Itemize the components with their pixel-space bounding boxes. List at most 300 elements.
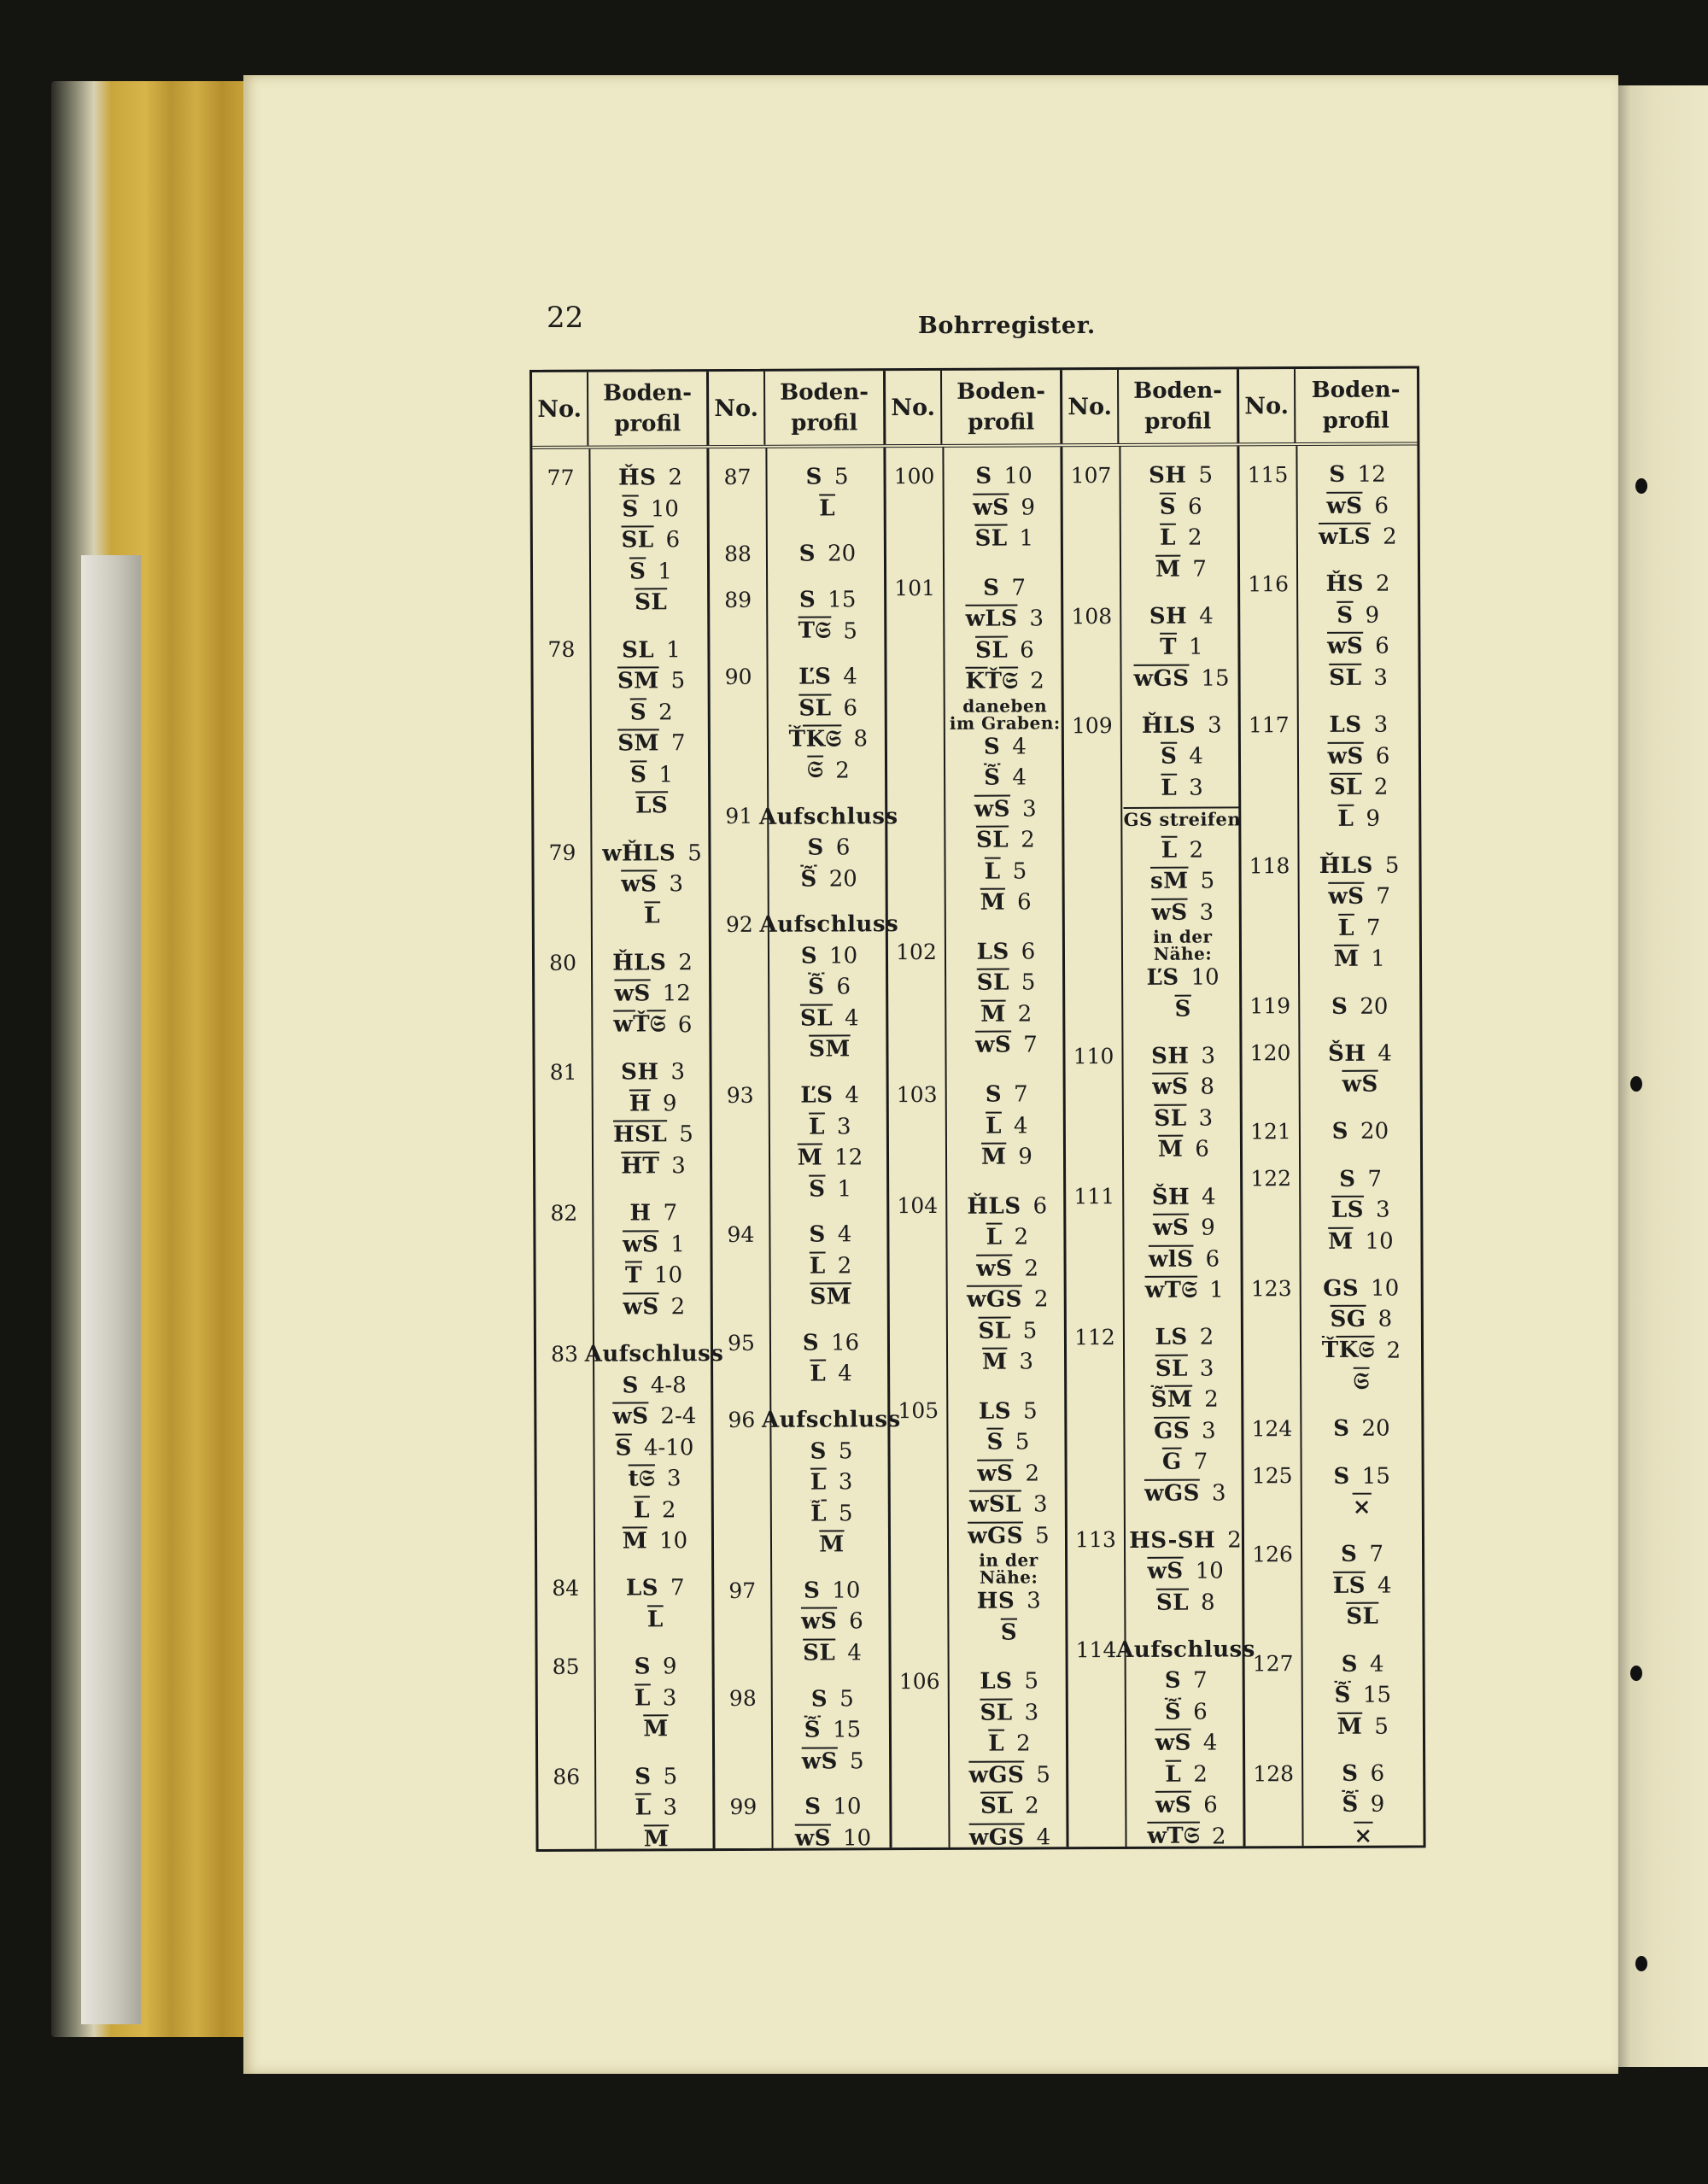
layer-symbol: $\overline{wS}$ (794, 1825, 832, 1852)
profile-layer (593, 494, 709, 525)
layer-thickness: 9 (1370, 1791, 1385, 1818)
bodenprofil-lines (950, 1396, 1067, 1648)
layer-thickness: 5 (679, 1121, 693, 1148)
entry-number: 120 (1249, 1040, 1291, 1066)
bodenprofil-lines (758, 801, 898, 895)
profile-layer (772, 1219, 888, 1250)
layer-symbol: LS (1155, 1324, 1188, 1350)
layer-thickness: 4 (1202, 1730, 1218, 1756)
layer-symbol: wȞLS (602, 840, 676, 867)
profile-layer (1301, 1038, 1418, 1069)
profile-layer (1123, 491, 1239, 523)
header-bodenprofil: Boden- profil (1119, 369, 1239, 443)
layer-thickness: 2 (670, 1293, 686, 1320)
layer-thickness: 5 (1023, 1398, 1038, 1425)
profile-layer (1125, 866, 1241, 898)
entry-number: 92 (725, 911, 753, 938)
layer-symbol: HS-SH (1129, 1527, 1216, 1554)
layer-symbol: t𝔖 (628, 1465, 656, 1492)
layer-thickness: 6 (1375, 634, 1389, 660)
layer-thickness: 6 (677, 1012, 693, 1039)
entry-number: 96 (728, 1407, 756, 1432)
register-entry (888, 936, 1062, 1059)
layer-thickness: 4 (1012, 764, 1027, 791)
register-entry (886, 460, 1060, 552)
entry-number: 95 (728, 1330, 755, 1355)
layer-symbol: S (804, 1794, 822, 1820)
layer-symbol: S (983, 575, 1000, 601)
layer-symbol: $\overline{wS}$ (976, 1256, 1013, 1282)
layer-thickness: 4 (845, 1082, 860, 1109)
header-bodenprofil: Boden- profil (765, 371, 886, 445)
bodenprofil-lines (1302, 1163, 1418, 1257)
entry-number: 116 (1248, 571, 1290, 597)
bodenprofil-lines (1123, 600, 1239, 694)
profile-layer (1300, 569, 1416, 600)
bodenprofil-lines (1116, 1634, 1255, 1853)
entry-number: 106 (898, 1668, 940, 1695)
bodenprofil-lines (1305, 1648, 1421, 1742)
register-entry (1243, 1273, 1420, 1395)
profile-layer (1124, 804, 1240, 835)
layer-symbol: $\overline{SM}$ (809, 1036, 851, 1063)
layer-symbol: $\overline{LS}$ (1332, 1572, 1366, 1599)
layer-symbol: H (629, 1200, 652, 1227)
profile-layer (1123, 631, 1239, 663)
entry-number: 122 (1250, 1166, 1292, 1192)
layer-thickness: 10 (659, 1528, 688, 1555)
entry-number: 98 (728, 1686, 757, 1712)
layer-symbol: SH (1149, 462, 1187, 489)
header-bodenprofil: Boden- profil (1311, 377, 1401, 434)
profile-layer (1128, 1696, 1244, 1728)
layer-symbol: $\overline{L}$ (986, 1113, 1003, 1139)
bodenprofil-lines (595, 1197, 712, 1323)
bodenprofil-lines (1304, 1539, 1420, 1633)
bodenprofil-lines (772, 1219, 888, 1313)
layer-symbol: $\overline{L}$ (809, 1113, 826, 1140)
layer-symbol: ŤK𝔖 (1321, 1337, 1375, 1364)
layer-symbol: ŠH (1327, 1040, 1366, 1067)
table-column-group (1062, 446, 1255, 1850)
layer-symbol: $\overline{wS}$ (973, 495, 1009, 521)
layer-symbol: $\overline{L}$ (646, 1607, 664, 1633)
register-entry (713, 1327, 887, 1387)
layer-symbol: ȞS (618, 465, 657, 491)
profile-layer (951, 1666, 1068, 1697)
layer-thickness: 5 (1036, 1762, 1050, 1789)
entry-number: 121 (1249, 1119, 1291, 1145)
register-entry (536, 1338, 724, 1555)
layer-thickness: 3 (662, 1685, 677, 1712)
profile-layer (1304, 1461, 1420, 1492)
profile-layer (598, 1683, 714, 1714)
layer-thickness: 3 (1199, 1355, 1214, 1382)
profile-layer (1125, 897, 1241, 928)
layer-thickness: 12 (1357, 461, 1386, 489)
layer-symbol: L̃ (810, 1501, 828, 1527)
register-entry (1063, 600, 1237, 692)
bodenprofil-lines (948, 936, 1065, 1062)
layer-symbol: Aufschluss (761, 1407, 901, 1433)
layer-thickness: 6 (836, 974, 851, 1000)
layer-thickness: 5 (1198, 462, 1214, 489)
profile-layer (1124, 663, 1240, 694)
layer-symbol: $\overline{M}$ (1155, 556, 1181, 583)
profile-layer (946, 635, 1062, 666)
entry-number: 113 (1075, 1527, 1116, 1553)
layer-symbol: $\overline{wS}$ (1327, 743, 1364, 770)
layer-symbol: S (809, 1221, 826, 1248)
layer-thickness: 5 (843, 618, 857, 645)
profile-layer (598, 1651, 714, 1683)
profile-layer (1125, 963, 1241, 994)
layer-symbol: SL (622, 636, 655, 664)
layer-symbol: $\overline{S}$ (986, 1429, 1003, 1455)
layer-thickness: 7 (670, 730, 686, 757)
layer-thickness: 8 (1200, 1074, 1215, 1101)
profile-layer (770, 832, 886, 864)
layer-thickness: 2 (1033, 1286, 1049, 1313)
entry-number: 105 (898, 1398, 939, 1424)
profile-layer (1128, 1821, 1244, 1853)
profile-layer (594, 728, 710, 759)
profile-layer (592, 462, 708, 494)
profile-layer (594, 665, 710, 697)
profile-layer (1301, 803, 1417, 834)
layer-symbol: S (798, 587, 816, 613)
layer-symbol: $\overline{SL}$ (980, 1793, 1014, 1819)
binding-hole (1630, 1076, 1642, 1092)
layer-symbol: $\overline{wGS}$ (968, 1523, 1024, 1549)
register-entry (1241, 850, 1418, 973)
layer-symbol: ŤK𝔖 (788, 726, 842, 752)
layer-symbol: $\overline{wS}$ (977, 1461, 1014, 1487)
profile-layer (597, 1494, 713, 1525)
layer-thickness: 16 (831, 1330, 860, 1356)
layer-thickness: 4 (837, 1221, 852, 1248)
profile-layer (594, 837, 710, 869)
profile-layer (1303, 1273, 1419, 1304)
layer-symbol: ȞLS (1141, 712, 1196, 739)
entry-number: 99 (729, 1794, 757, 1819)
layer-symbol: $\overline{LS}$ (1331, 1197, 1365, 1224)
profile-layer (1126, 1072, 1242, 1104)
bodenprofil-lines (1301, 850, 1418, 975)
layer-thickness: 2 (1189, 837, 1204, 864)
profile-layer (1126, 1353, 1243, 1385)
layer-symbol: $\overline{wSL}$ (968, 1491, 1022, 1518)
layer-symbol: $\overline{SL}$ (1155, 1590, 1190, 1616)
profile-layer (1301, 912, 1418, 944)
layer-symbol: $\overline{wGS}$ (1133, 665, 1190, 692)
profile-layer (769, 616, 886, 647)
layer-symbol: S (634, 1654, 652, 1680)
register-entry (1243, 1163, 1419, 1255)
profile-layer (595, 1151, 711, 1182)
profile-layer (595, 1197, 711, 1229)
profile-layer (773, 1327, 889, 1359)
register-entry (1245, 1648, 1422, 1740)
layer-symbol: $\overline{SL}$ (1329, 665, 1362, 691)
profile-layer (1116, 1634, 1255, 1666)
register-entry (889, 1191, 1063, 1375)
layer-symbol: $\overline{L}$ (984, 858, 1001, 885)
layer-thickness: 10 (842, 1825, 872, 1852)
layer-symbol: $\overline{wS}$ (974, 796, 1011, 823)
entry-number: 108 (1071, 603, 1113, 629)
profile-layer (1301, 771, 1417, 803)
layer-thickness: 20 (1360, 993, 1389, 1020)
profile-layer (775, 1745, 891, 1777)
layer-thickness: 6 (1032, 1192, 1048, 1220)
profile-layer (1303, 1366, 1419, 1397)
layer-thickness: 15 (832, 1717, 862, 1743)
register-entry (534, 837, 708, 928)
entry-number: 118 (1249, 852, 1290, 878)
bodenprofil-lines (1125, 1040, 1242, 1166)
register-entry (535, 947, 709, 1039)
layer-thickness: 3 (1373, 711, 1389, 738)
entry-number: 115 (1247, 462, 1289, 488)
layer-thickness: 2 (1017, 1001, 1032, 1028)
layer-thickness: 3 (666, 1466, 681, 1492)
profile-layer (596, 1401, 712, 1432)
profile-layer (596, 1432, 712, 1463)
layer-thickness: 7 (1014, 1081, 1028, 1108)
layer-symbol: $\overline{wS}$ (623, 1294, 659, 1320)
profile-layer (946, 523, 1062, 554)
profile-layer (594, 790, 710, 822)
bodenprofil-lines (1303, 1273, 1420, 1398)
layer-thickness: 5 (670, 668, 686, 694)
layer-symbol: $\overline{wS}$ (1155, 1792, 1192, 1819)
table-column-group (709, 448, 901, 1852)
entry-number: 126 (1252, 1542, 1293, 1567)
profile-layer (595, 1057, 711, 1088)
layer-symbol: SH (1150, 1043, 1190, 1069)
layer-symbol: $\overline{wGS}$ (1144, 1480, 1200, 1507)
entry-number: 109 (1071, 712, 1113, 738)
layer-thickness: 10 (1190, 964, 1220, 992)
profile-layer (950, 1284, 1066, 1315)
layer-thickness: 3 (669, 871, 684, 898)
layer-symbol: $\overline{S}$ (1174, 996, 1191, 1022)
layer-symbol: S̃ (804, 1717, 822, 1743)
layer-symbol: $\overline{SL}$ (798, 695, 832, 722)
entry-number: 88 (723, 542, 752, 567)
layer-thickness: 2 (1025, 1793, 1039, 1819)
bodenprofil-lines (946, 572, 1064, 919)
layer-symbol: $\overline{wS}$ (621, 871, 658, 898)
layer-symbol: S̃ (800, 866, 817, 893)
layer-symbol: $\overline{S}$ (629, 700, 647, 726)
profile-layer (597, 1572, 713, 1604)
profile-layer (771, 971, 887, 1003)
layer-thickness: 1 (1209, 1277, 1224, 1303)
profile-layer (1301, 662, 1417, 694)
profile-layer (949, 1079, 1065, 1110)
layer-symbol: $\overline{M}$ (981, 1144, 1007, 1170)
register-entry (710, 661, 884, 784)
profile-layer (1303, 1335, 1419, 1367)
layer-thickness: 5 (839, 1685, 854, 1712)
layer-symbol: daneben im Graben: (949, 694, 1061, 734)
layer-thickness: 5 (1374, 1713, 1389, 1740)
layer-symbol: $\overline{M}$ (643, 1826, 670, 1853)
profile-layer (1301, 991, 1418, 1022)
layer-thickness: 5 (663, 1764, 678, 1790)
profile-layer (946, 492, 1062, 524)
layer-symbol: $\overline{L}$ (634, 1496, 651, 1524)
layer-thickness: 9 (1365, 602, 1380, 629)
layer-symbol: S (975, 463, 992, 489)
layer-symbol: $\overline{SL}$ (980, 1700, 1013, 1726)
bodenprofil-lines (769, 584, 886, 647)
layer-symbol: $\overline{SM}$ (810, 1284, 852, 1310)
profile-note (951, 1551, 1067, 1586)
profile-layer (773, 1358, 889, 1390)
layer-symbol: $\overline{wS}$ (1152, 1215, 1190, 1241)
header-no: No. (1062, 370, 1119, 443)
profile-layer (1305, 1648, 1421, 1680)
profile-layer (594, 696, 710, 728)
bodenprofil-lines (945, 460, 1062, 554)
profile-layer (595, 1229, 711, 1261)
bodenprofil-lines (593, 634, 710, 822)
layer-symbol: $\overline{SL}$ (1346, 1604, 1379, 1631)
profile-layer (1126, 1321, 1243, 1353)
profile-layer (1126, 1212, 1242, 1244)
bodenprofil-lines (1304, 1461, 1420, 1524)
layer-symbol: ĽS (800, 1082, 834, 1109)
profile-layer (1302, 1116, 1418, 1148)
bodenprofil-lines (598, 1761, 714, 1855)
profile-layer (951, 1728, 1068, 1759)
profile-layer (949, 1141, 1065, 1173)
layer-thickness: 15 (1201, 665, 1230, 692)
layer-thickness: 5 (1384, 852, 1400, 879)
layer-symbol: S̃ (984, 764, 1001, 792)
layer-thickness: 10 (1003, 463, 1032, 489)
table-body (532, 445, 1423, 1853)
layer-symbol: $\overline{wS}$ (800, 1608, 838, 1635)
layer-symbol: S̃ (808, 974, 825, 1000)
layer-symbol: KŤ𝔖 (965, 668, 1019, 694)
profile-layer (1126, 1274, 1243, 1306)
layer-thickness: 9 (1201, 1215, 1215, 1241)
layer-symbol: $\overline{wLS}$ (965, 606, 1018, 633)
profile-layer (594, 978, 711, 1010)
layer-thickness: 8 (853, 726, 869, 752)
layer-thickness: 6 (1203, 1792, 1218, 1818)
layer-symbol: wT𝔖 (1144, 1277, 1198, 1303)
binding-hole (1630, 1666, 1642, 1681)
layer-symbol: S (1341, 1542, 1358, 1568)
profile-layer (771, 1033, 887, 1065)
layer-symbol: S (1339, 1166, 1356, 1192)
layer-symbol: $\overline{M}$ (819, 1531, 845, 1558)
profile-layer (950, 1346, 1066, 1378)
layer-symbol: $\overline{M}$ (980, 1001, 1006, 1028)
layer-thickness: 4 (1378, 1040, 1393, 1067)
layer-thickness: 7 (670, 1575, 685, 1601)
layer-thickness: 2 (658, 699, 673, 725)
profile-layer (1305, 1679, 1421, 1711)
layer-thickness: 5 (838, 1437, 853, 1465)
bodenprofil-lines (772, 1080, 889, 1205)
bodenprofil-lines (1300, 569, 1417, 694)
layer-symbol: $\overline{S}$ (615, 1435, 632, 1461)
layer-symbol: S̃ (1334, 1682, 1351, 1708)
layer-symbol: in der Nähe: (1153, 926, 1213, 964)
profile-layer (1299, 459, 1415, 490)
entry-number: 85 (552, 1654, 580, 1680)
register-entry (538, 1651, 712, 1742)
layer-symbol: $\overline{T}$ (1160, 635, 1178, 661)
profile-layer (771, 940, 887, 972)
bodenprofil-lines (1302, 1116, 1418, 1148)
binding-hole (1635, 478, 1647, 494)
layer-thickness: 10 (653, 1262, 683, 1289)
layer-thickness: 2 (1199, 1324, 1214, 1350)
register-entry (709, 461, 883, 522)
register-entry (710, 538, 884, 568)
profile-layer (1302, 1163, 1418, 1195)
layer-thickness: 20 (1360, 1119, 1389, 1145)
layer-symbol: $\overline{wS}$ (1147, 1558, 1184, 1585)
layer-symbol: $\overline{L}$ (810, 1469, 827, 1496)
layer-symbol: $\overline{L}$ (635, 1685, 651, 1712)
layer-thickness: 20 (1361, 1416, 1390, 1443)
bodenprofil-lines (595, 1057, 712, 1182)
layer-symbol: $\overline{SL}$ (1154, 1105, 1187, 1132)
layer-thickness: 6 (1195, 1136, 1209, 1163)
layer-thickness: 2 (1030, 668, 1044, 694)
profile-layer (773, 1281, 889, 1313)
layer-thickness: 2 (1373, 774, 1389, 800)
layer-symbol: $\overline{M}$ (1337, 1713, 1363, 1740)
profile-layer (947, 824, 1063, 856)
register-entry (1241, 709, 1418, 832)
profile-layer (1128, 1759, 1244, 1790)
layer-thickness: 8 (1378, 1306, 1393, 1332)
entry-number: 97 (728, 1578, 757, 1603)
layer-symbol: HS (976, 1588, 1015, 1614)
layer-symbol: wT𝔖 (1147, 1823, 1201, 1850)
layer-thickness: 15 (1361, 1463, 1390, 1490)
layer-thickness: 3 (1019, 1349, 1034, 1375)
layer-symbol: × (1354, 1823, 1373, 1849)
layer-thickness: 6 (1020, 637, 1034, 664)
layer-symbol: $\overline{L}$ (1161, 775, 1178, 801)
layer-thickness: 6 (1021, 939, 1036, 965)
layer-symbol: $\overline{wS}$ (1342, 1071, 1378, 1098)
layer-thickness: 2 (1375, 571, 1390, 598)
layer-symbol: $\overline{wS}$ (975, 1032, 1012, 1059)
layer-symbol: $\overline{wGS}$ (968, 1824, 1025, 1851)
entry-number: 123 (1250, 1275, 1292, 1301)
profile-layer (774, 1606, 890, 1637)
layer-symbol: $\overline{SL}$ (1155, 1355, 1188, 1382)
profile-layer (772, 1110, 888, 1142)
facing-page (1618, 85, 1708, 2067)
layer-thickness: 6 (1374, 493, 1389, 519)
profile-layer (597, 1525, 713, 1557)
profile-layer (1128, 1727, 1244, 1759)
profile-layer (769, 584, 886, 616)
layer-symbol: S̃ (1342, 1792, 1359, 1818)
